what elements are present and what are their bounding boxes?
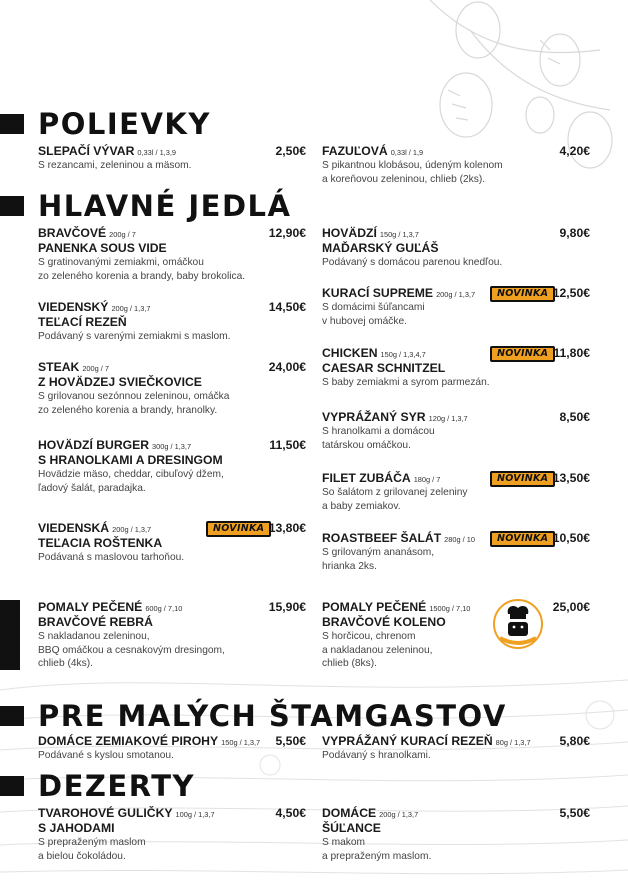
item-price: 4,20€ (559, 144, 590, 158)
item-name-line2: MAĎARSKÝ GUĽÁŠ (322, 241, 439, 255)
item-meta: 120g / 1,3,7 (428, 414, 468, 423)
section-title-soups: POLIEVKY (38, 107, 211, 141)
menu-item-madarsky-gulas (322, 226, 590, 270)
menu-item-bravcove-panenka (38, 226, 306, 283)
item-desc: Podávaná s maslovou tarhoňou. (38, 552, 185, 563)
item-desc: S baby zemiakmi a syrom parmezán. (322, 377, 490, 388)
menu-item-vyprazany-syr (322, 410, 590, 452)
item-price: 4,50€ (275, 806, 306, 820)
menu-item-kuraci-rezen (322, 734, 590, 763)
chef-tip-logo (492, 598, 544, 650)
item-price: 12,90€ (268, 226, 306, 240)
item-desc: S makom (322, 837, 366, 848)
item-name: SLEPAČÍ VÝVAR (38, 144, 135, 158)
item-name-line2: TEĽACÍ REZEŇ (38, 315, 127, 329)
section-bar (0, 776, 24, 796)
menu-item-tvarohove-gulicky (38, 806, 306, 863)
item-meta: 200g / 1,3,7 (112, 525, 152, 534)
item-desc: a prepraženým maslom. (322, 850, 432, 862)
menu-item-domace-sulance (322, 806, 590, 863)
menu-item-bravcove-rebra (38, 600, 306, 671)
item-price: 12,50€ (552, 286, 590, 300)
section-bar (0, 706, 24, 726)
item-name: VIEDENSKÝ (38, 300, 109, 314)
item-name-line2: PANENKA SOUS VIDE (38, 241, 167, 255)
item-name: DOMÁCE (322, 806, 377, 820)
section-bar (0, 600, 20, 670)
item-desc: S domácimi šúľancami (322, 302, 425, 313)
item-desc: tatárskou omáčkou. (322, 439, 411, 451)
item-desc: Podávaný s domácou parenou knedľou. (322, 257, 503, 268)
novinka-badge: NOVINKA (490, 471, 555, 487)
item-desc: v hubovej omáčke. (322, 315, 407, 327)
item-name: VIEDENSKÁ (38, 521, 110, 535)
item-desc: a bielou čokoládou. (38, 850, 126, 862)
item-desc: a baby zemiakov. (322, 500, 401, 512)
item-desc: Podávaný s hranolkami. (322, 750, 431, 761)
item-price: 25,00€ (552, 600, 590, 614)
item-meta: 200g / 1,3,7 (111, 304, 151, 313)
menu-item-steak (38, 360, 306, 417)
item-meta: 600g / 7,10 (145, 604, 183, 613)
item-name: HOVÄDZÍ (322, 226, 377, 240)
item-desc: S gratinovanými zemiakmi, omáčkou (38, 257, 204, 268)
item-price: 10,50€ (552, 531, 590, 545)
item-desc: So šalátom z grilovanej zeleniny (322, 487, 468, 498)
item-name: FILET ZUBÁČA (322, 471, 411, 485)
item-name-line2: S JAHODAMI (38, 821, 115, 835)
item-price: 11,80€ (553, 346, 590, 360)
item-name: VYPRÁŽANÝ KURACÍ REZEŇ (322, 734, 493, 748)
item-price: 13,80€ (268, 521, 306, 535)
item-price: 5,80€ (559, 734, 590, 748)
item-meta: 0,33l / 1,3,9 (137, 148, 177, 157)
item-price: 13,50€ (552, 471, 590, 485)
item-price: 11,50€ (269, 438, 306, 452)
item-desc: a nakladanou zeleninou, (322, 644, 433, 656)
item-price: 8,50€ (559, 410, 590, 424)
item-desc: hrianka 2ks. (322, 560, 377, 572)
item-meta: 150g / 1,3,7 (379, 230, 419, 239)
item-meta: 200g / 7 (82, 364, 110, 373)
item-meta: 0,33l / 1,9 (390, 148, 424, 157)
item-desc: Hovädzie mäso, cheddar, cibuľový džem, (38, 469, 224, 480)
item-meta: 280g / 10 (444, 535, 475, 544)
item-desc: zo zeleného korenia a brandy, hranolky. (38, 404, 218, 416)
item-name: ROASTBEEF ŠALÁT (322, 531, 442, 545)
item-name-line2: BRAVČOVÉ KOLENO (322, 615, 446, 629)
item-meta: 200g / 1,3,7 (379, 810, 419, 819)
section-title-kids: PRE MALÝCH ŠTAMGASTOV (38, 699, 507, 733)
item-name-line2: S HRANOLKAMI A DRESINGOM (38, 453, 223, 467)
item-desc: chlieb (4ks). (38, 658, 93, 669)
item-meta: 150g / 1,3,4,7 (380, 350, 426, 359)
menu-item-filet-zubaca (322, 471, 590, 513)
item-name: STEAK (38, 360, 80, 374)
item-desc: S pikantnou klobásou, údeným kolenom (322, 160, 503, 171)
menu-item-viedensky-rezen (38, 300, 306, 344)
item-desc: zo zeleného korenia a brandy, baby brokolica. (38, 270, 246, 282)
item-name: DOMÁCE ZEMIAKOVÉ PIROHY (38, 734, 219, 748)
item-name: TVAROHOVÉ GULIČKY (38, 806, 173, 820)
novinka-badge: NOVINKA (490, 286, 555, 302)
novinka-badge: NOVINKA (490, 346, 555, 362)
item-desc: Podávané s kyslou smotanou. (38, 750, 174, 761)
item-desc: S horčicou, chrenom (322, 631, 416, 642)
item-desc: a koreňovou zeleninou, chlieb (2ks). (322, 173, 486, 185)
item-desc: S nakladanou zeleninou, (38, 631, 150, 642)
section-title-mains: HLAVNÉ JEDLÁ (38, 189, 292, 223)
item-price: 2,50€ (275, 144, 306, 158)
item-meta: 200g / 1,3,7 (436, 290, 476, 299)
item-price: 14,50€ (268, 300, 306, 314)
menu-item-fazulova (322, 144, 590, 186)
item-desc: S grilovaným ananásom, (322, 547, 435, 558)
menu-item-bravcove-koleno (322, 600, 590, 671)
item-price: 9,80€ (559, 226, 590, 240)
item-name: HOVÄDZÍ BURGER (38, 438, 150, 452)
menu-item-slepaci-vyvar (38, 144, 306, 173)
item-name-line2: BRAVČOVÉ REBRÁ (38, 615, 153, 629)
menu-item-zemiakove-pirohy (38, 734, 306, 763)
novinka-badge: NOVINKA (490, 531, 555, 547)
item-meta: 150g / 1,3,7 (221, 738, 261, 747)
item-meta: 180g / 7 (413, 475, 441, 484)
item-name: VYPRÁŽANÝ SYR (322, 410, 426, 424)
menu-item-caesar-schnitzel (322, 346, 590, 390)
item-desc: ľadový šalát, paradajka. (38, 482, 146, 494)
item-name: CHICKEN (322, 346, 378, 360)
item-name: KURACÍ SUPREME (322, 286, 434, 300)
menu-item-kuraci-supreme (322, 286, 590, 328)
item-desc: S prepraženým maslom (38, 837, 146, 848)
item-meta: 100g / 1,3,7 (175, 810, 215, 819)
item-desc: S grilovanou sezónnou zeleninou, omáčka (38, 391, 230, 402)
item-price: 24,00€ (268, 360, 306, 374)
section-bar (0, 196, 24, 216)
item-name: BRAVČOVÉ (38, 226, 107, 240)
menu-item-teliacia-rostenka (38, 521, 306, 565)
novinka-badge: NOVINKA (206, 521, 271, 537)
section-title-desserts: DEZERTY (38, 769, 196, 803)
item-desc: BBQ omáčkou a cesnakovým dresingom, (38, 644, 225, 656)
item-price: 5,50€ (275, 734, 306, 748)
item-price: 15,90€ (268, 600, 306, 614)
item-meta: 80g / 1,3,7 (495, 738, 531, 747)
item-meta: 300g / 1,3,7 (152, 442, 192, 451)
item-name: POMALY PEČENÉ (322, 600, 427, 614)
section-bar (0, 114, 24, 134)
item-meta: 200g / 7 (109, 230, 136, 239)
menu-item-roastbeef-salat (322, 531, 590, 573)
item-desc: S hranolkami a domácou (322, 426, 435, 437)
item-name-line2: Z HOVÄDZEJ SVIEČKOVICE (38, 375, 202, 389)
menu-item-hovadzi-burger (38, 438, 306, 495)
item-name: POMALY PEČENÉ (38, 600, 143, 614)
item-meta: 1500g / 7,10 (429, 604, 471, 613)
item-desc: Podávaný s varenými zemiakmi s maslom. (38, 331, 231, 342)
item-name-line2: TEĽACIA ROŠTENKA (38, 536, 163, 550)
item-name-line2: ŠÚĽANCE (322, 821, 381, 835)
item-price: 5,50€ (559, 806, 590, 820)
item-desc: chlieb (8ks). (322, 658, 377, 669)
item-name: FAZUĽOVÁ (322, 144, 388, 158)
item-name-line2: CAESAR SCHNITZEL (322, 361, 446, 375)
item-desc: S rezancami, zeleninou a mäsom. (38, 160, 192, 171)
